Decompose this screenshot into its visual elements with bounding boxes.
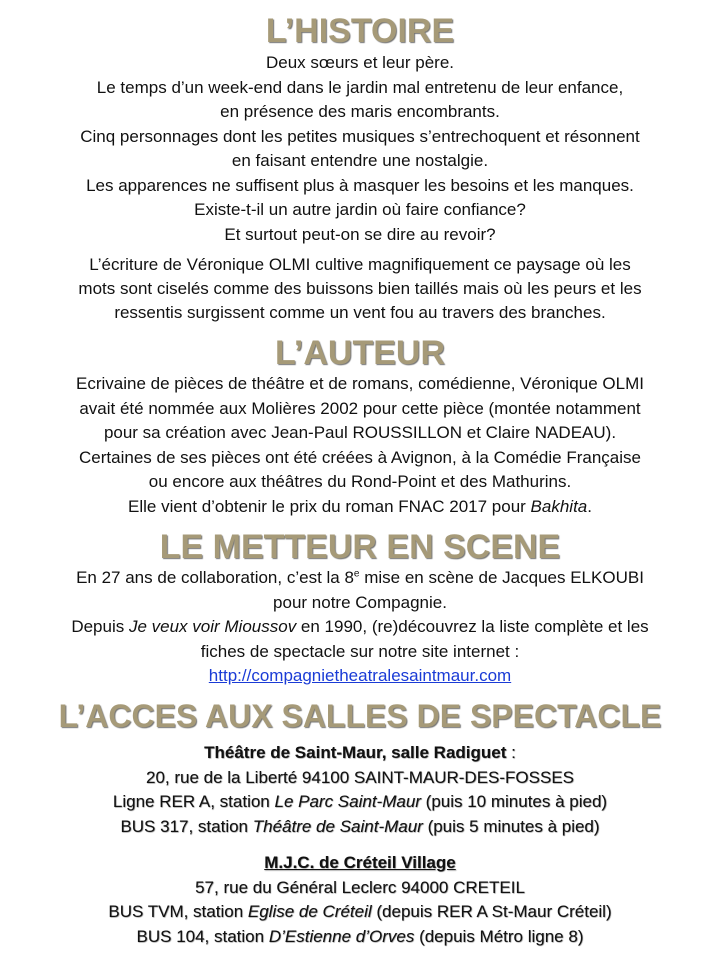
venue-1-name-line xyxy=(6,741,714,766)
venue-1-bus-suffix: (puis 5 minutes à pied) xyxy=(422,816,600,836)
venue-2-bus2-suffix: (depuis Métro ligne 8) xyxy=(414,926,584,946)
venue-1-rer-station: Le Parc Saint-Maur xyxy=(274,792,421,811)
auteur-body xyxy=(6,372,714,519)
auteur-line: ou encore aux théâtres du Rond-Point et des Mathurins. xyxy=(148,472,572,491)
auteur-line: Certaines de ses pièces ont été créées à Avignon, à la Comédie Française xyxy=(79,447,641,467)
website-line xyxy=(6,664,714,689)
auteur-line: avait été nommée aux Molières 2002 pour cette pièce (montée notamment xyxy=(79,398,641,418)
venue-1-rer-suffix: (puis 10 minutes à pied) xyxy=(420,792,608,811)
venue-1-bus-prefix: BUS 317, station xyxy=(120,816,253,836)
histoire-line: en faisant entendre une nostalgie. xyxy=(231,151,489,170)
venue-1-bus-station: Théâtre de Saint-Maur xyxy=(252,816,423,836)
auteur-last-line xyxy=(6,495,714,520)
histoire-para-line: mots sont ciselés comme des buissons bien taillés mais où les peurs et les xyxy=(78,279,642,298)
histoire-body xyxy=(6,51,714,247)
venue-2-bus2-prefix: BUS 104, station xyxy=(136,926,269,946)
histoire-line: en présence des maris encombrants. xyxy=(220,102,500,121)
auteur-title: L’AUTEUR xyxy=(275,334,445,372)
metteur-line-4: fiches de spectacle sur notre site internet : xyxy=(200,641,520,661)
venue-2-bus-2 xyxy=(6,925,714,950)
metteur-title: LE METTEUR EN SCENE xyxy=(159,528,561,566)
website-link[interactable]: http://compagnietheatralesaintmaur.com xyxy=(208,666,512,685)
venue-1-bus xyxy=(6,815,714,840)
auteur-book-title: Bakhita xyxy=(530,496,588,516)
histoire-line: Existe-t-il un autre jardin où faire confiance? xyxy=(194,200,526,219)
metteur-l1-prefix: En 27 ans de collaboration, c’est la 8 xyxy=(76,568,354,587)
metteur-l1-sup: e xyxy=(353,568,360,580)
venue-1-rer xyxy=(6,790,714,815)
venue-2-address: 57, rue du Général Leclerc 94000 CRETEIL xyxy=(195,877,525,897)
histoire-line: Les apparences ne suffisent plus à masquer les besoins et les manques. xyxy=(86,175,634,195)
histoire-line: Cinq personnages dont les petites musiques s’entrechoquent et résonnent xyxy=(80,126,640,146)
venue-1-name-suffix: : xyxy=(506,743,516,762)
metteur-body xyxy=(6,566,714,689)
histoire-para-line: ressentis surgissent comme un vent fou au travers des branches. xyxy=(114,303,606,322)
histoire-title: L’HISTOIRE xyxy=(265,12,455,50)
metteur-line-1 xyxy=(6,566,714,591)
venue-2-bus1-station: Eglise de Créteil xyxy=(247,902,372,921)
venue-1-name: Théâtre de Saint-Maur, salle Radiguet xyxy=(204,743,507,762)
auteur-line: pour sa création avec Jean-Paul ROUSSILLON et Claire NADEAU). xyxy=(103,423,617,442)
metteur-line-2: pour notre Compagnie. xyxy=(273,592,447,612)
histoire-line: Le temps d’un week-end dans le jardin mal entretenu de leur enfance, xyxy=(96,77,624,97)
metteur-l1-suffix: mise en scène de Jacques ELKOUBI xyxy=(359,568,644,587)
metteur-play-title: Je veux voir Mioussov xyxy=(128,617,297,636)
venue-1-rer-prefix: Ligne RER A, station xyxy=(112,792,275,811)
auteur-last-suffix: . xyxy=(587,496,592,516)
venue-2-bus1-prefix: BUS TVM, station xyxy=(108,902,248,921)
histoire-paragraph xyxy=(6,253,714,325)
venue-2 xyxy=(6,851,714,949)
metteur-line-3 xyxy=(6,615,714,640)
histoire-para-line: L’écriture de Véronique OLMI cultive magnifiquement ce paysage où les xyxy=(89,255,631,274)
histoire-line: Deux sœurs et leur père. xyxy=(265,53,454,72)
venue-1 xyxy=(6,741,714,839)
auteur-last-prefix: Elle vient d’obtenir le prix du roman FNAC 2017 pour xyxy=(128,496,531,516)
venue-2-bus2-station: D’Estienne d’Orves xyxy=(268,926,415,946)
metteur-l3-suffix: en 1990, (re)découvrez la liste complète et les xyxy=(296,617,649,636)
venue-2-bus-1 xyxy=(6,900,714,925)
histoire-line: Et surtout peut-on se dire au revoir? xyxy=(224,224,496,244)
venue-2-bus1-suffix: (depuis RER A St-Maur Créteil) xyxy=(371,902,612,921)
metteur-l3-prefix: Depuis xyxy=(71,617,129,636)
acces-title: L’ACCES AUX SALLES DE SPECTACLE xyxy=(58,698,662,734)
venue-1-address: 20, rue de la Liberté 94100 SAINT-MAUR-DES-FOSSES xyxy=(145,767,574,787)
auteur-line: Ecrivaine de pièces de théâtre et de romans, comédienne, Véronique OLMI xyxy=(76,374,644,393)
venue-2-name: M.J.C. de Créteil Village xyxy=(264,853,456,872)
